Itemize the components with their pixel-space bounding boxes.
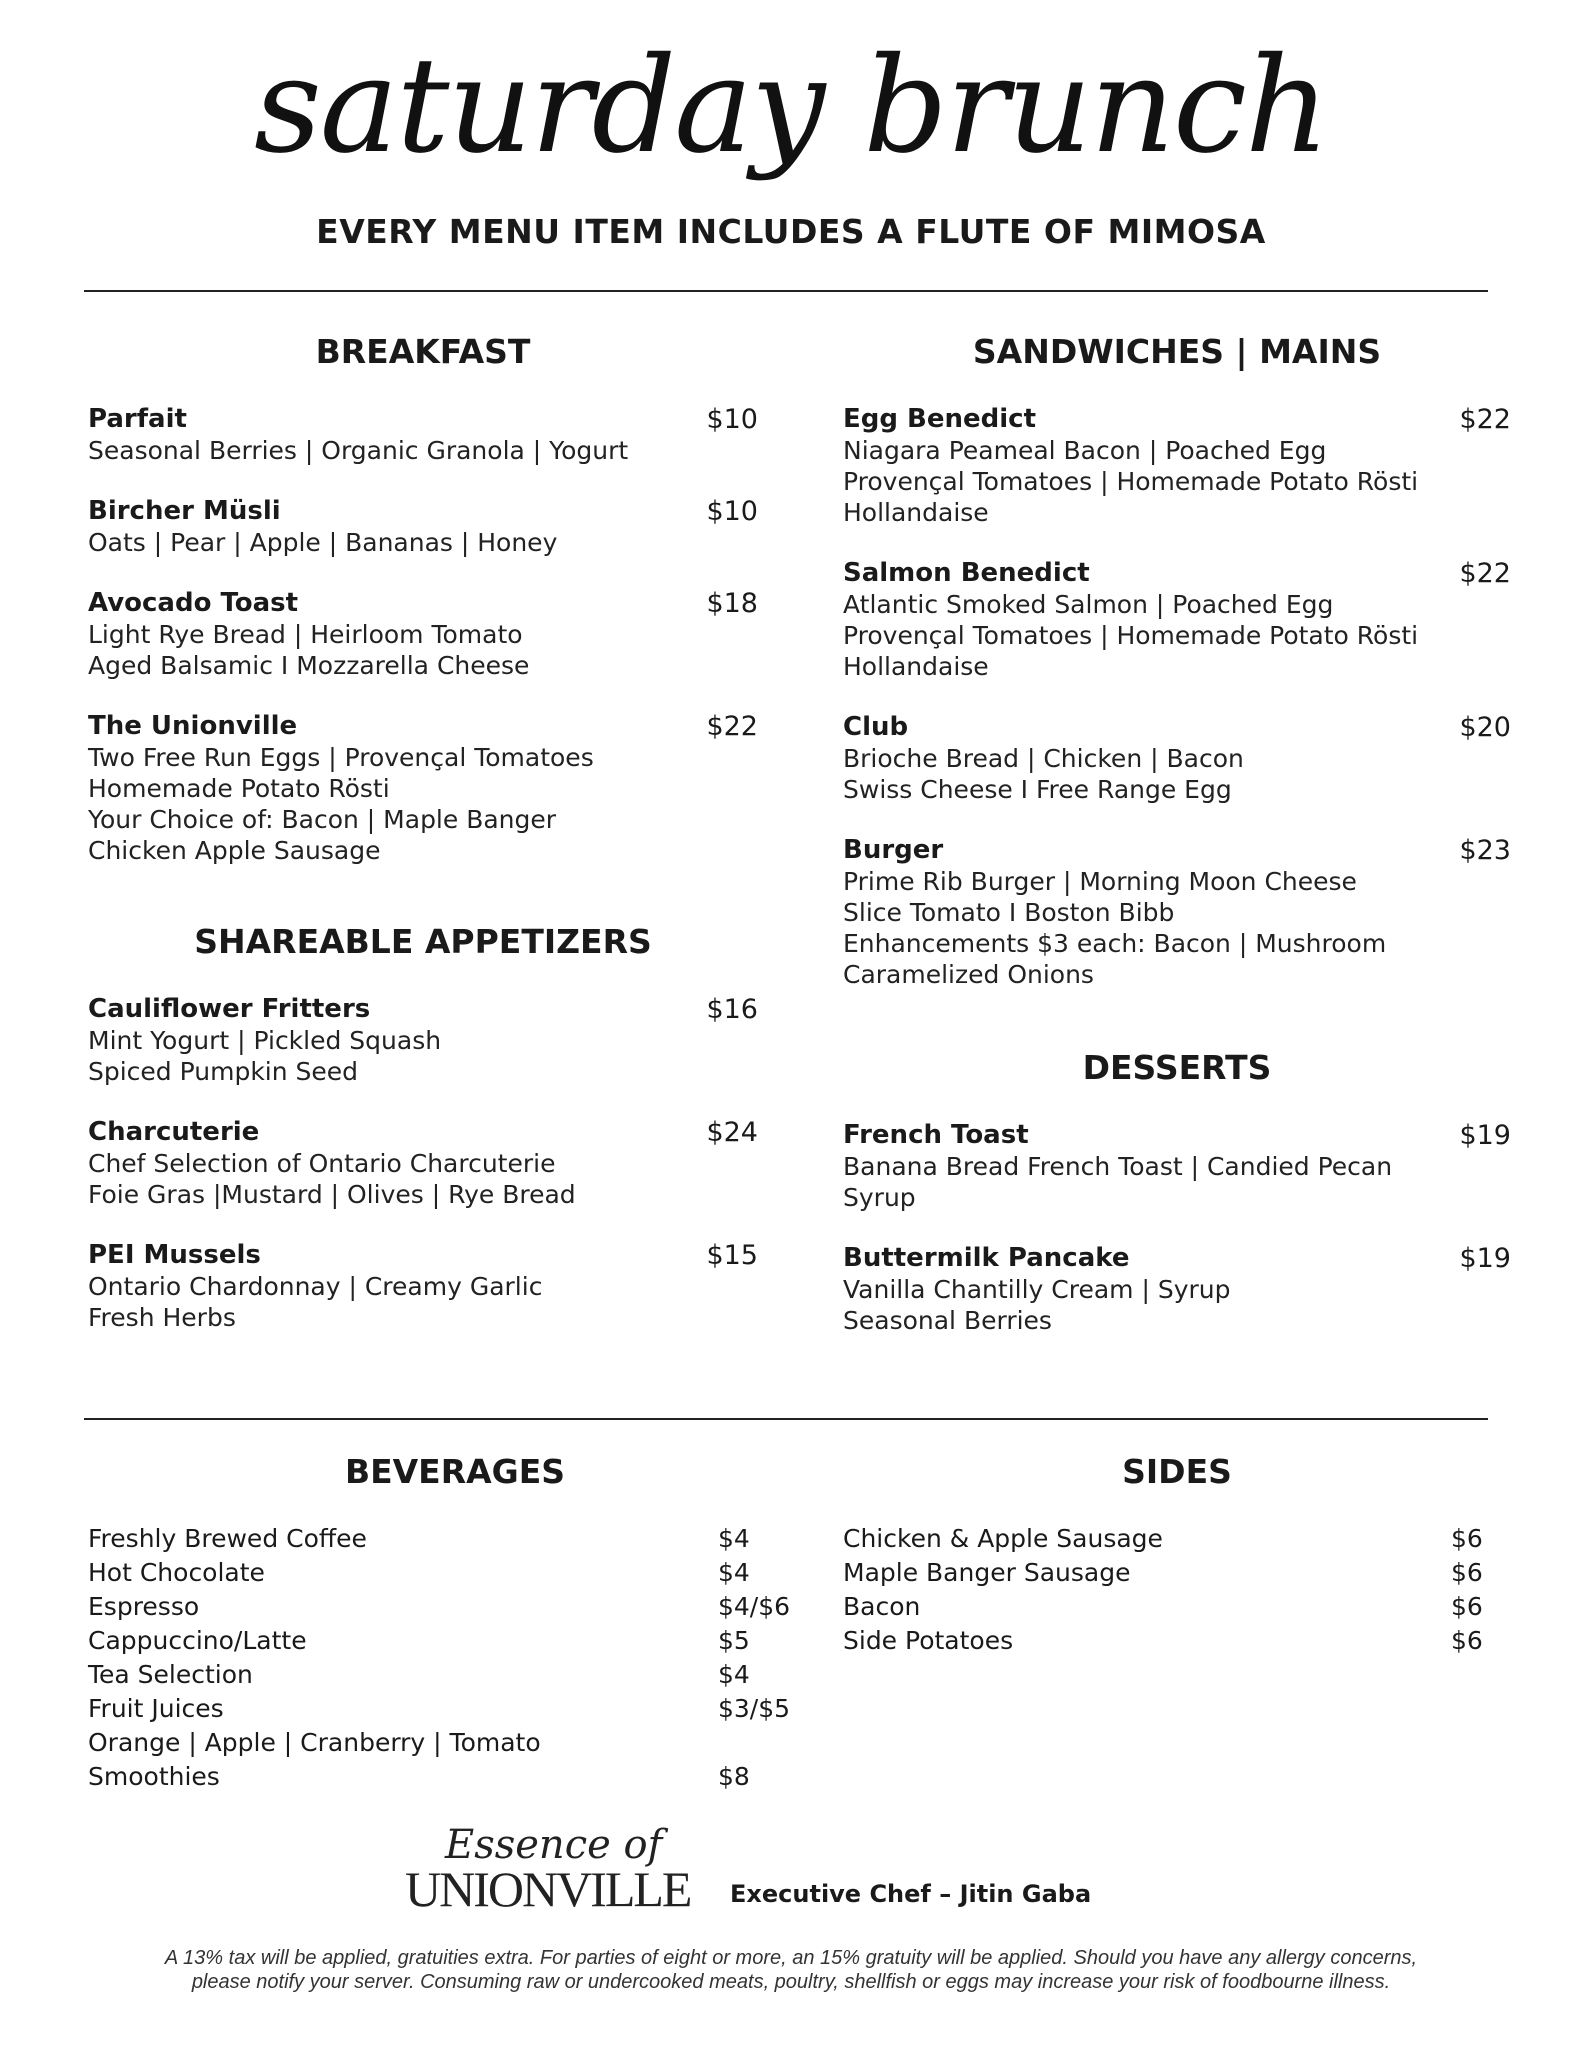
price-row — [88, 1522, 798, 1556]
appetizers-section — [88, 922, 758, 1363]
menu-item-description: Chef Selection of Ontario Charcuterie — [88, 1148, 556, 1178]
menu-item-description: Enhancements $3 each: Bacon | Mushroom — [843, 928, 1387, 958]
menu-item-description: Aged Balsamic I Mozzarella Cheese — [88, 650, 530, 680]
menu-item-description: Syrup — [843, 1182, 916, 1212]
menu-item-price: $19 — [1459, 1242, 1511, 1274]
menu-item-price: $24 — [706, 1116, 758, 1148]
menu-item-name: Club — [843, 711, 909, 742]
menu-item-description: Vanilla Chantilly Cream | Syrup — [843, 1274, 1231, 1304]
menu-item-price: $16 — [706, 993, 758, 1025]
footer-line-1: A 13% tax will be applied, gratuities extra. For parties of eight or more, an 15% gratuity will be applied. Should you have any allergy concerns, — [164, 1947, 1418, 1969]
menu-item-name: The Unionville — [88, 710, 298, 741]
price-row-price: $4/$6 — [718, 1591, 791, 1621]
price-row-price: $6 — [1451, 1523, 1483, 1553]
menu-item-description: Two Free Run Eggs | Provençal Tomatoes — [88, 742, 594, 772]
menu-item-description: Hollandaise — [843, 497, 989, 527]
breakfast-title: BREAKFAST — [315, 332, 531, 371]
beverages-title: BEVERAGES — [344, 1452, 566, 1491]
menu-item-price: $10 — [706, 403, 758, 435]
menu-item-description: Banana Bread French Toast | Candied Pecan — [843, 1151, 1393, 1181]
price-row — [843, 1624, 1511, 1658]
desserts-title: DESSERTS — [1082, 1048, 1272, 1087]
menu-item-description: Hollandaise — [843, 651, 989, 681]
price-row — [88, 1556, 798, 1590]
price-row-price: $6 — [1451, 1557, 1483, 1587]
price-row — [88, 1726, 798, 1760]
mains-section — [843, 332, 1511, 1020]
menu-item-description: Prime Rib Burger | Morning Moon Cheese — [843, 866, 1357, 896]
price-row-name: Chicken & Apple Sausage — [843, 1523, 1163, 1553]
price-row-price: $4 — [718, 1523, 750, 1553]
price-row-price: $6 — [1451, 1625, 1483, 1655]
price-row-price: $3/$5 — [718, 1693, 791, 1723]
footer-line-2: please notify your server. Consuming raw or undercooked meats, poultry, shellfish or eggs may increase your risk of foodbourne illness. — [191, 1971, 1391, 1993]
menu-item-price: $23 — [1459, 834, 1511, 866]
price-row-name: Cappuccino/Latte — [88, 1625, 307, 1655]
price-row — [88, 1590, 798, 1624]
menu-item-description: Brioche Bread | Chicken | Bacon — [843, 743, 1244, 773]
menu-item-price: $22 — [1459, 403, 1511, 435]
price-row — [88, 1624, 798, 1658]
menu-item-description: Your Choice of: Bacon | Maple Banger — [88, 804, 557, 834]
sides-section — [843, 1452, 1511, 1658]
price-row — [843, 1522, 1511, 1556]
menu-item-price: $18 — [706, 587, 758, 619]
menu-item-price: $19 — [1459, 1119, 1511, 1151]
price-row-price: $6 — [1451, 1591, 1483, 1621]
menu-item-description: Light Rye Bread | Heirloom Tomato — [88, 619, 523, 649]
menu-item-description: Foie Gras |Mustard | Olives | Rye Bread — [88, 1179, 576, 1209]
menu-item-description: Niagara Peameal Bacon | Poached Egg — [843, 435, 1327, 465]
menu-item-description: Caramelized Onions — [843, 959, 1094, 989]
price-row — [88, 1692, 798, 1726]
price-row-name: Tea Selection — [88, 1659, 253, 1689]
sides-title: SIDES — [1122, 1452, 1232, 1491]
menu-item — [88, 1240, 758, 1333]
menu-item-price: $22 — [1459, 557, 1511, 589]
menu-item-name: Parfait — [88, 403, 187, 434]
menu-item-price: $20 — [1459, 711, 1511, 743]
menu-item — [843, 404, 1511, 528]
menu-item — [843, 1120, 1511, 1213]
menu-item — [843, 712, 1511, 805]
price-row — [88, 1658, 798, 1692]
price-row — [843, 1590, 1511, 1624]
beverages-section — [88, 1452, 798, 1794]
menu-item-name: Salmon Benedict — [843, 557, 1090, 588]
price-row-price: $5 — [718, 1625, 750, 1655]
price-row-name: Bacon — [843, 1591, 921, 1621]
price-row-name: Smoothies — [88, 1761, 220, 1791]
price-row-name: Side Potatoes — [843, 1625, 1014, 1655]
menu-item-name: Bircher Müsli — [88, 495, 281, 526]
menu-item-name: Burger — [843, 834, 944, 865]
menu-item-name: Avocado Toast — [88, 587, 299, 618]
desserts-section — [843, 1048, 1511, 1366]
logo-script-text: Essence of — [445, 1822, 663, 1868]
menu-item-description: Provençal Tomatoes | Homemade Potato Rösti — [843, 466, 1419, 496]
price-row — [843, 1556, 1511, 1590]
menu-subtitle: EVERY MENU ITEM INCLUDES A FLUTE OF MIMOSA — [316, 212, 1266, 251]
price-row-price: $8 — [718, 1761, 750, 1791]
menu-item-name: Buttermilk Pancake — [843, 1242, 1130, 1273]
breakfast-section — [88, 332, 758, 896]
menu-item — [843, 1243, 1511, 1336]
menu-item-name: French Toast — [843, 1119, 1029, 1150]
price-row-name: Hot Chocolate — [88, 1557, 265, 1587]
mains-title: SANDWICHES | MAINS — [972, 332, 1382, 371]
menu-item-description: Chicken Apple Sausage — [88, 835, 381, 865]
price-row-price: $4 — [718, 1557, 750, 1587]
top-divider — [84, 290, 1488, 292]
menu-item-description: Slice Tomato I Boston Bibb — [843, 897, 1175, 927]
price-row-name: Maple Banger Sausage — [843, 1557, 1131, 1587]
menu-item-name: Egg Benedict — [843, 403, 1036, 434]
price-row-name: Espresso — [88, 1591, 200, 1621]
menu-item — [843, 558, 1511, 682]
menu-item-name: Charcuterie — [88, 1116, 260, 1147]
menu-item — [88, 404, 758, 466]
executive-chef: Executive Chef – Jitin Gaba — [730, 1880, 1092, 1908]
bottom-divider — [84, 1418, 1488, 1420]
menu-item-name: PEI Mussels — [88, 1239, 261, 1270]
menu-item — [88, 711, 758, 866]
price-row-price: $4 — [718, 1659, 750, 1689]
price-row-name: Orange | Apple | Cranberry | Tomato — [88, 1727, 541, 1757]
menu-item-description: Seasonal Berries — [843, 1305, 1052, 1335]
menu-title: saturday brunch — [254, 29, 1328, 183]
footer-disclaimer — [70, 1946, 1512, 1994]
menu-item-description: Spiced Pumpkin Seed — [88, 1056, 359, 1086]
menu-item-description: Atlantic Smoked Salmon | Poached Egg — [843, 589, 1334, 619]
menu-item-description: Ontario Chardonnay | Creamy Garlic — [88, 1271, 543, 1301]
menu-item-description: Swiss Cheese I Free Range Egg — [843, 774, 1232, 804]
menu-item-price: $22 — [706, 710, 758, 742]
price-row-name: Fruit Juices — [88, 1693, 224, 1723]
menu-item-description: Homemade Potato Rösti — [88, 773, 390, 803]
menu-item — [843, 835, 1511, 990]
menu-item — [88, 496, 758, 558]
menu-item-name: Cauliflower Fritters — [88, 993, 371, 1024]
menu-item-description: Seasonal Berries | Organic Granola | Yogurt — [88, 435, 629, 465]
menu-item-description: Fresh Herbs — [88, 1302, 236, 1332]
menu-item-price: $15 — [706, 1239, 758, 1271]
menu-item — [88, 1117, 758, 1210]
price-row — [88, 1760, 798, 1794]
menu-item-description: Provençal Tomatoes | Homemade Potato Rösti — [843, 620, 1419, 650]
appetizers-title: SHAREABLE APPETIZERS — [194, 922, 652, 961]
logo-wordmark: UNIONVILLE — [405, 1861, 691, 1917]
menu-item-price: $10 — [706, 495, 758, 527]
menu-item-description: Mint Yogurt | Pickled Squash — [88, 1025, 442, 1055]
price-row-name: Freshly Brewed Coffee — [88, 1523, 367, 1553]
menu-item — [88, 588, 758, 681]
menu-item — [88, 994, 758, 1087]
essence-of-unionville-logo — [405, 1822, 691, 1918]
menu-item-description: Oats | Pear | Apple | Bananas | Honey — [88, 527, 558, 557]
